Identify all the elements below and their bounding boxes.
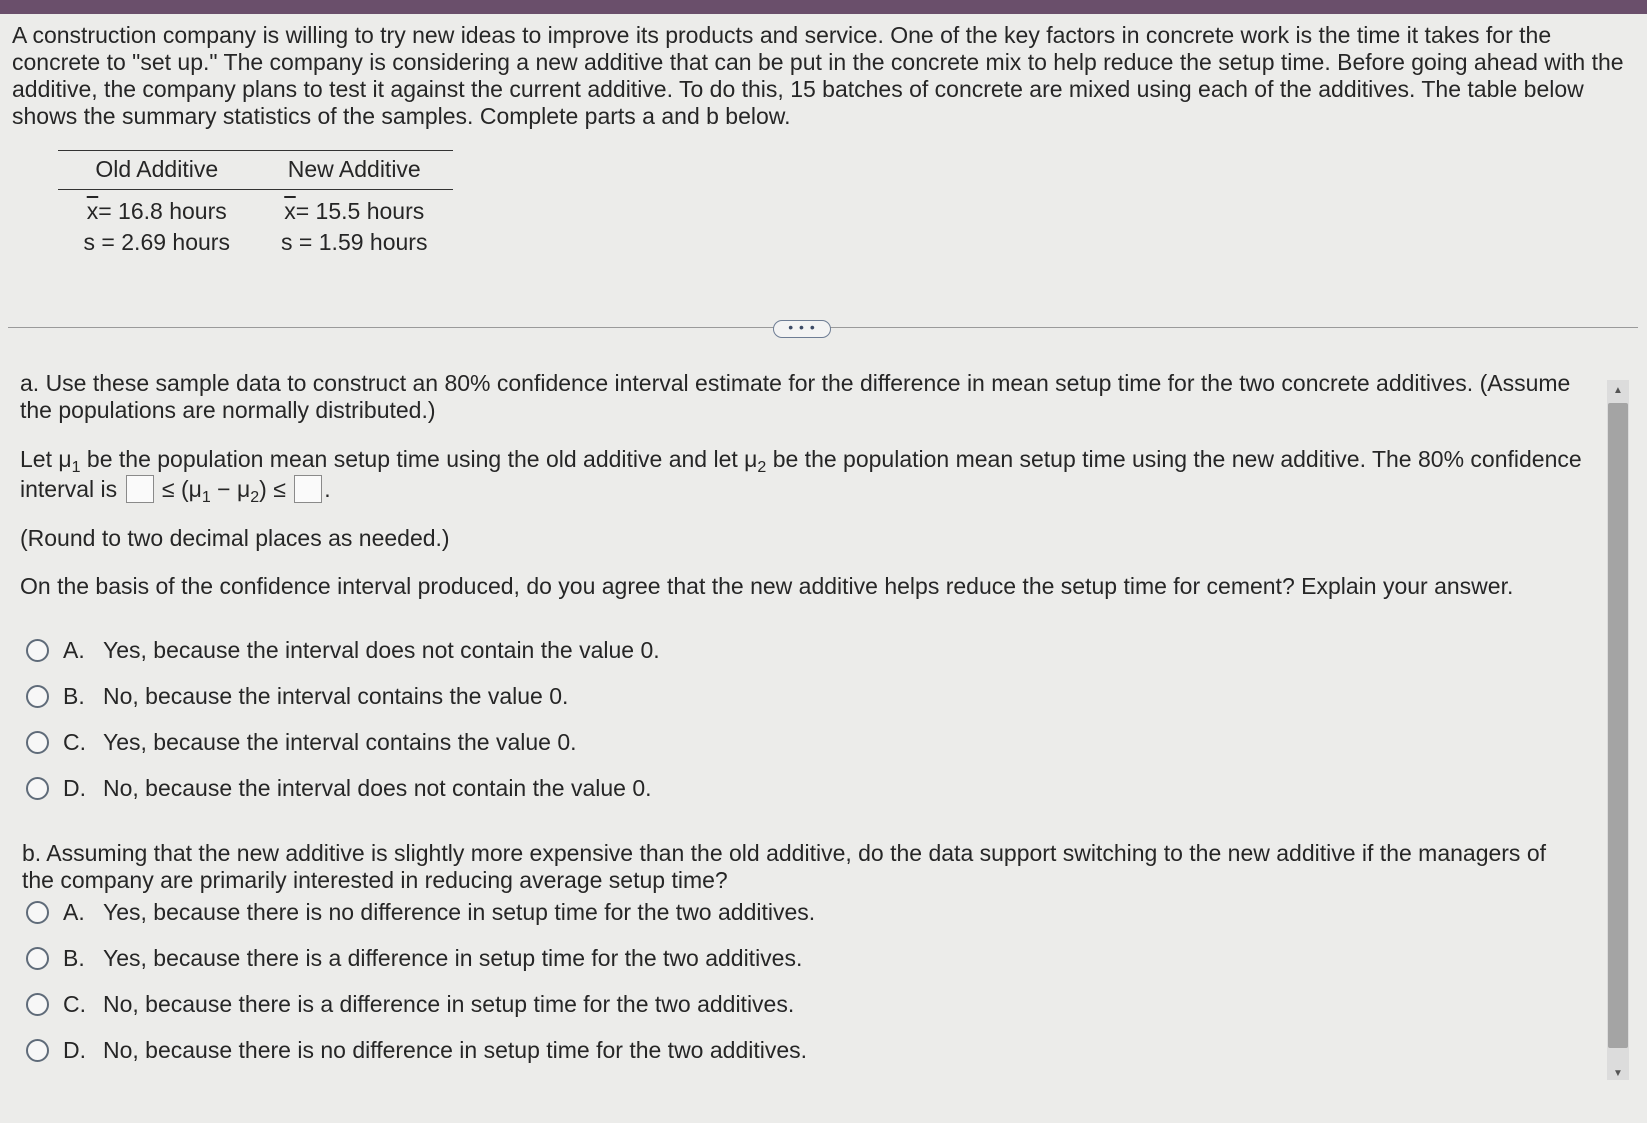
lower-bound-input[interactable] bbox=[126, 475, 154, 503]
part-a-prompt: a. Use these sample data to construct an 80% confidence interval estimate for the difference in mean setup time for the two concrete additives. (Assume the populations are normally distributed.) bbox=[20, 370, 1571, 423]
subscript: 1 bbox=[71, 459, 81, 476]
option-letter: C. bbox=[63, 728, 86, 755]
option-text: No, because there is no difference in setup time for the two additives. bbox=[103, 1036, 808, 1063]
option-text: Yes, because there is a difference in setup time for the two additives. bbox=[103, 944, 803, 971]
option-text: No, because the interval does not contain the value 0. bbox=[103, 774, 652, 801]
option-letter: A. bbox=[63, 636, 85, 663]
part-b-option-c[interactable] bbox=[26, 981, 815, 1027]
option-letter: B. bbox=[63, 682, 85, 709]
option-letter: C. bbox=[63, 990, 86, 1017]
more-button[interactable]: • • • bbox=[773, 320, 831, 338]
new-mean bbox=[256, 190, 454, 228]
part-b-options bbox=[26, 889, 815, 1073]
radio-button[interactable] bbox=[26, 901, 49, 924]
part-b-option-d[interactable] bbox=[26, 1027, 815, 1073]
scroll-up-arrow-icon[interactable]: ▲ bbox=[1613, 385, 1623, 396]
option-text: Yes, because the interval contains the value 0. bbox=[103, 728, 577, 755]
header-new-additive: New Additive bbox=[256, 151, 454, 190]
part-a-option-d[interactable] bbox=[26, 765, 660, 811]
xbar-symbol: $\overline{x}$ bbox=[284, 198, 296, 224]
option-letter: B. bbox=[63, 944, 85, 971]
header-old-additive: Old Additive bbox=[58, 151, 256, 190]
subscript: 2 bbox=[757, 459, 767, 476]
radio-button[interactable] bbox=[26, 639, 49, 662]
new-mean-value: = 15.5 hours bbox=[295, 198, 425, 224]
old-mean-value: = 16.8 hours bbox=[98, 198, 227, 224]
radio-button[interactable] bbox=[26, 947, 49, 970]
option-letter: D. bbox=[63, 774, 86, 801]
subscript: 1 bbox=[201, 489, 211, 506]
scroll-down-arrow-icon[interactable]: ▼ bbox=[1613, 1068, 1623, 1079]
text-fragment: − μ bbox=[210, 476, 251, 502]
old-mean bbox=[58, 190, 256, 228]
radio-button[interactable] bbox=[26, 993, 49, 1016]
xbar-symbol: $\overline{x}$ bbox=[86, 198, 99, 224]
option-text: Yes, because there is no difference in setup time for the two additives. bbox=[103, 898, 816, 925]
text-fragment: . bbox=[324, 476, 331, 502]
part-a-interval-sentence bbox=[20, 444, 1590, 504]
option-letter: D. bbox=[63, 1036, 86, 1063]
part-a-option-b[interactable] bbox=[26, 673, 660, 719]
old-sd: s = 2.69 hours bbox=[83, 229, 230, 255]
text-fragment: ≤ (μ bbox=[155, 476, 202, 502]
radio-button[interactable] bbox=[26, 777, 49, 800]
part-b-option-b[interactable] bbox=[26, 935, 815, 981]
upper-bound-input[interactable] bbox=[294, 475, 322, 503]
problem-intro: A construction company is willing to try new ideas to improve its products and service. One of the key factors in concrete work is the time it takes for the concrete to "set up." The company is considering a new additive that can be put in the concrete mix to help reduce the setup time. Before going ahead with the additive, the company plans to test it against the current additive. To do this, 15 batches of concrete are mixed using each of the additives. The table below shows the summary statistics of the samples. Complete parts a and b below. bbox=[12, 22, 1624, 129]
part-a-options bbox=[26, 627, 660, 811]
summary-stats-table bbox=[58, 150, 453, 258]
radio-button[interactable] bbox=[26, 1039, 49, 1062]
radio-button[interactable] bbox=[26, 731, 49, 754]
option-text: Yes, because the interval does not contain the value 0. bbox=[103, 636, 660, 663]
text-fragment: be the population mean setup time using the new additive. The 80% confidence interval is bbox=[20, 446, 1582, 502]
option-text: No, because there is a difference in setup time for the two additives. bbox=[103, 990, 795, 1017]
text-fragment: Let μ bbox=[20, 446, 72, 472]
part-a-question: On the basis of the confidence interval produced, do you agree that the new additive helps reduce the setup time for cement? Explain your answer. bbox=[20, 573, 1514, 599]
text-fragment: ) ≤ bbox=[259, 476, 293, 502]
subscript: 2 bbox=[250, 489, 260, 506]
text-fragment: be the population mean setup time using the old additive and let μ bbox=[80, 446, 758, 472]
radio-button[interactable] bbox=[26, 685, 49, 708]
scrollbar-thumb[interactable] bbox=[1608, 403, 1628, 1048]
part-b-question: b. Assuming that the new additive is slightly more expensive than the old additive, do the data support switching to the new additive if the managers of the company are primarily interested in reducing average setup time? bbox=[22, 840, 1547, 893]
part-b-option-a[interactable] bbox=[26, 889, 815, 935]
option-text: No, because the interval contains the value 0. bbox=[103, 682, 569, 709]
top-bar bbox=[0, 0, 1647, 14]
part-a-option-a[interactable] bbox=[26, 627, 660, 673]
part-a-option-c[interactable] bbox=[26, 719, 660, 765]
round-note: (Round to two decimal places as needed.) bbox=[20, 525, 450, 551]
new-sd: s = 1.59 hours bbox=[281, 229, 428, 255]
option-letter: A. bbox=[63, 898, 85, 925]
